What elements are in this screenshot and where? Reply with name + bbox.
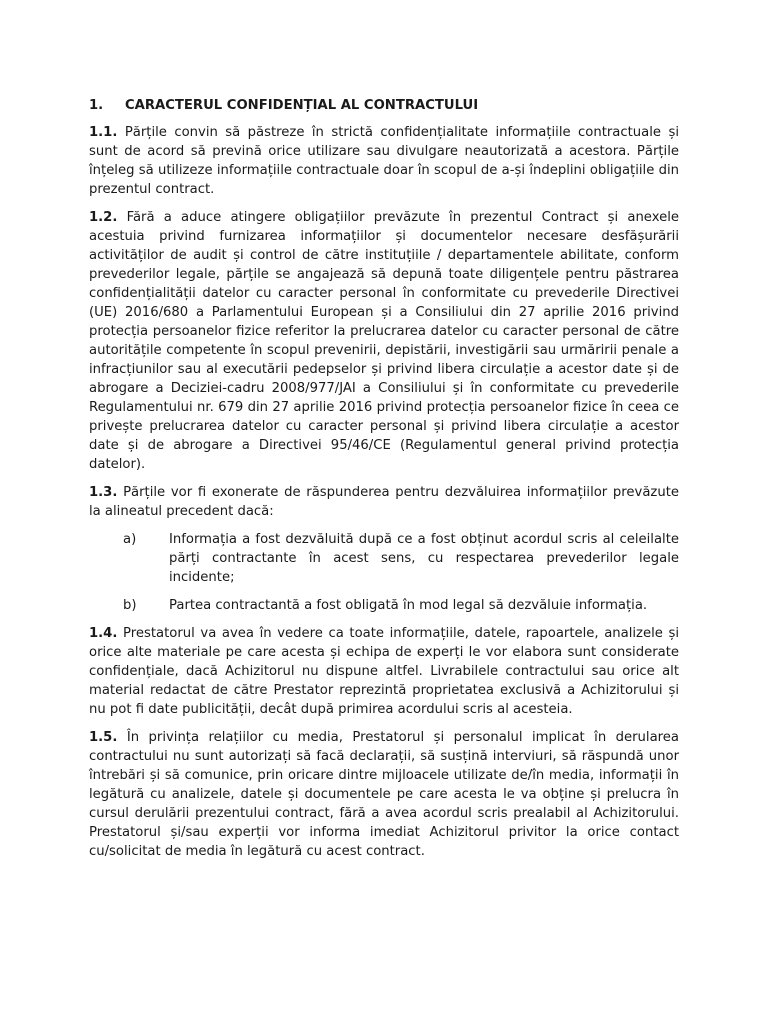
paragraph-text: Fără a aduce atingere obligațiilor prevăzute în prezentul Contract și anexele acestuia privind furnizarea informațiilor și documentelor necesare desfășurării activităților de audit și control de către instituțiile / departamentele abilitate, conform prevederilor legale, părțile se angajează să depună toate diligențele pentru păstrarea confidențialității datelor cu caracter personal în conformitate cu prevederile Directivei (UE) 2016/680 a Parlamentului European și a Consiliului din 27 aprilie 2016 privind protecția persoanelor fizice referitor la prelucrarea datelor cu caracter personal de către autoritățile competente în scopul prevenirii, depistării, investigării sau urmăririi penale a infracțiunilor sau al executării pedepselor și privind libera circulație a acestor date și de abrogare a Deciziei-cadru 2008/977/JAI a Consiliului și în conformitate cu prevederile Regulamentului nr. 679 din 27 aprilie 2016 privind protecția persoanelor fizice în ceea ce privește prelucrarea datelor cu caracter personal și privind libera circulație a acestor date și de abrogare a Directivei 95/46/CE (Regulamentul general privind protecția datelor).	[89, 210, 679, 472]
conditions-list	[89, 530, 679, 615]
paragraph-1-5	[89, 728, 679, 861]
list-item-text: Partea contractantă a fost obligată în mod legal să dezvăluie informația.	[169, 598, 648, 613]
section-heading-number: 1.	[89, 98, 104, 113]
paragraph-text: Prestatorul va avea în vedere ca toate informațiile, datele, rapoartele, analizele și orice alte materiale pe care acesta și echipa de experți le vor elabora sunt considerate confidențiale, dacă Achizitorul nu dispune altfel. Livrabilele contractului sau orice alt material redactat de către Prestator reprezintă proprietatea exclusivă a Achizitorului și nu pot fi date publicității, decât după primirea acordului scris al acesteia.	[89, 626, 679, 717]
list-item-text: Informația a fost dezvăluită după ce a fost obținut acordul scris al celeilalte părți contractante în acest sens, cu respectarea prevederilor legale incidente;	[169, 532, 679, 585]
paragraph-number: 1.2.	[89, 210, 118, 225]
paragraph-text: Părțile vor fi exonerate de răspunderea pentru dezvăluirea informațiilor prevăzute la alineatul precedent dacă:	[89, 485, 679, 519]
paragraph-1-4	[89, 624, 679, 719]
paragraph-text: În privința relațiilor cu media, Prestatorul și personalul implicat în derularea contractului nu sunt autorizați să facă declarații, să susțină interviuri, să răspundă unor întrebări și să comunice, prin oricare dintre mijloacele utilizate de/în media, informații în legătură cu analizele, datele și documentele pe care acesta le va obține și prelucra în cursul derulării prezentului contract, fără a avea acordul scris prealabil al Achizitorului. Prestatorul și/sau experții vor informa imediat Achizitorul privitor la orice contact cu/solicitat de media în legătură cu acest contract.	[89, 730, 679, 859]
paragraph-text: Părțile convin să păstreze în strictă confidențialitate informațiile contractuale și sunt de acord să prevină orice utilizare sau divulgare neautorizată a acestora. Părțile înțeleg să utilizeze informațiile contractuale doar în scopul de a-și îndeplini obligațiile din prezentul contract.	[89, 125, 679, 197]
list-item	[89, 530, 679, 587]
paragraph-1-3	[89, 483, 679, 521]
paragraph-number: 1.4.	[89, 626, 118, 641]
document-page	[89, 96, 679, 870]
paragraph-number: 1.3.	[89, 485, 118, 500]
list-item	[89, 596, 679, 615]
paragraph-1-2	[89, 208, 679, 474]
paragraph-1-1	[89, 123, 679, 199]
section-heading	[89, 96, 679, 115]
list-marker: b)	[123, 598, 137, 613]
paragraph-number: 1.5.	[89, 730, 118, 745]
paragraph-number: 1.1.	[89, 125, 118, 140]
list-marker: a)	[123, 532, 137, 547]
section-heading-title: CARACTERUL CONFIDENȚIAL AL CONTRACTULUI	[125, 98, 479, 113]
